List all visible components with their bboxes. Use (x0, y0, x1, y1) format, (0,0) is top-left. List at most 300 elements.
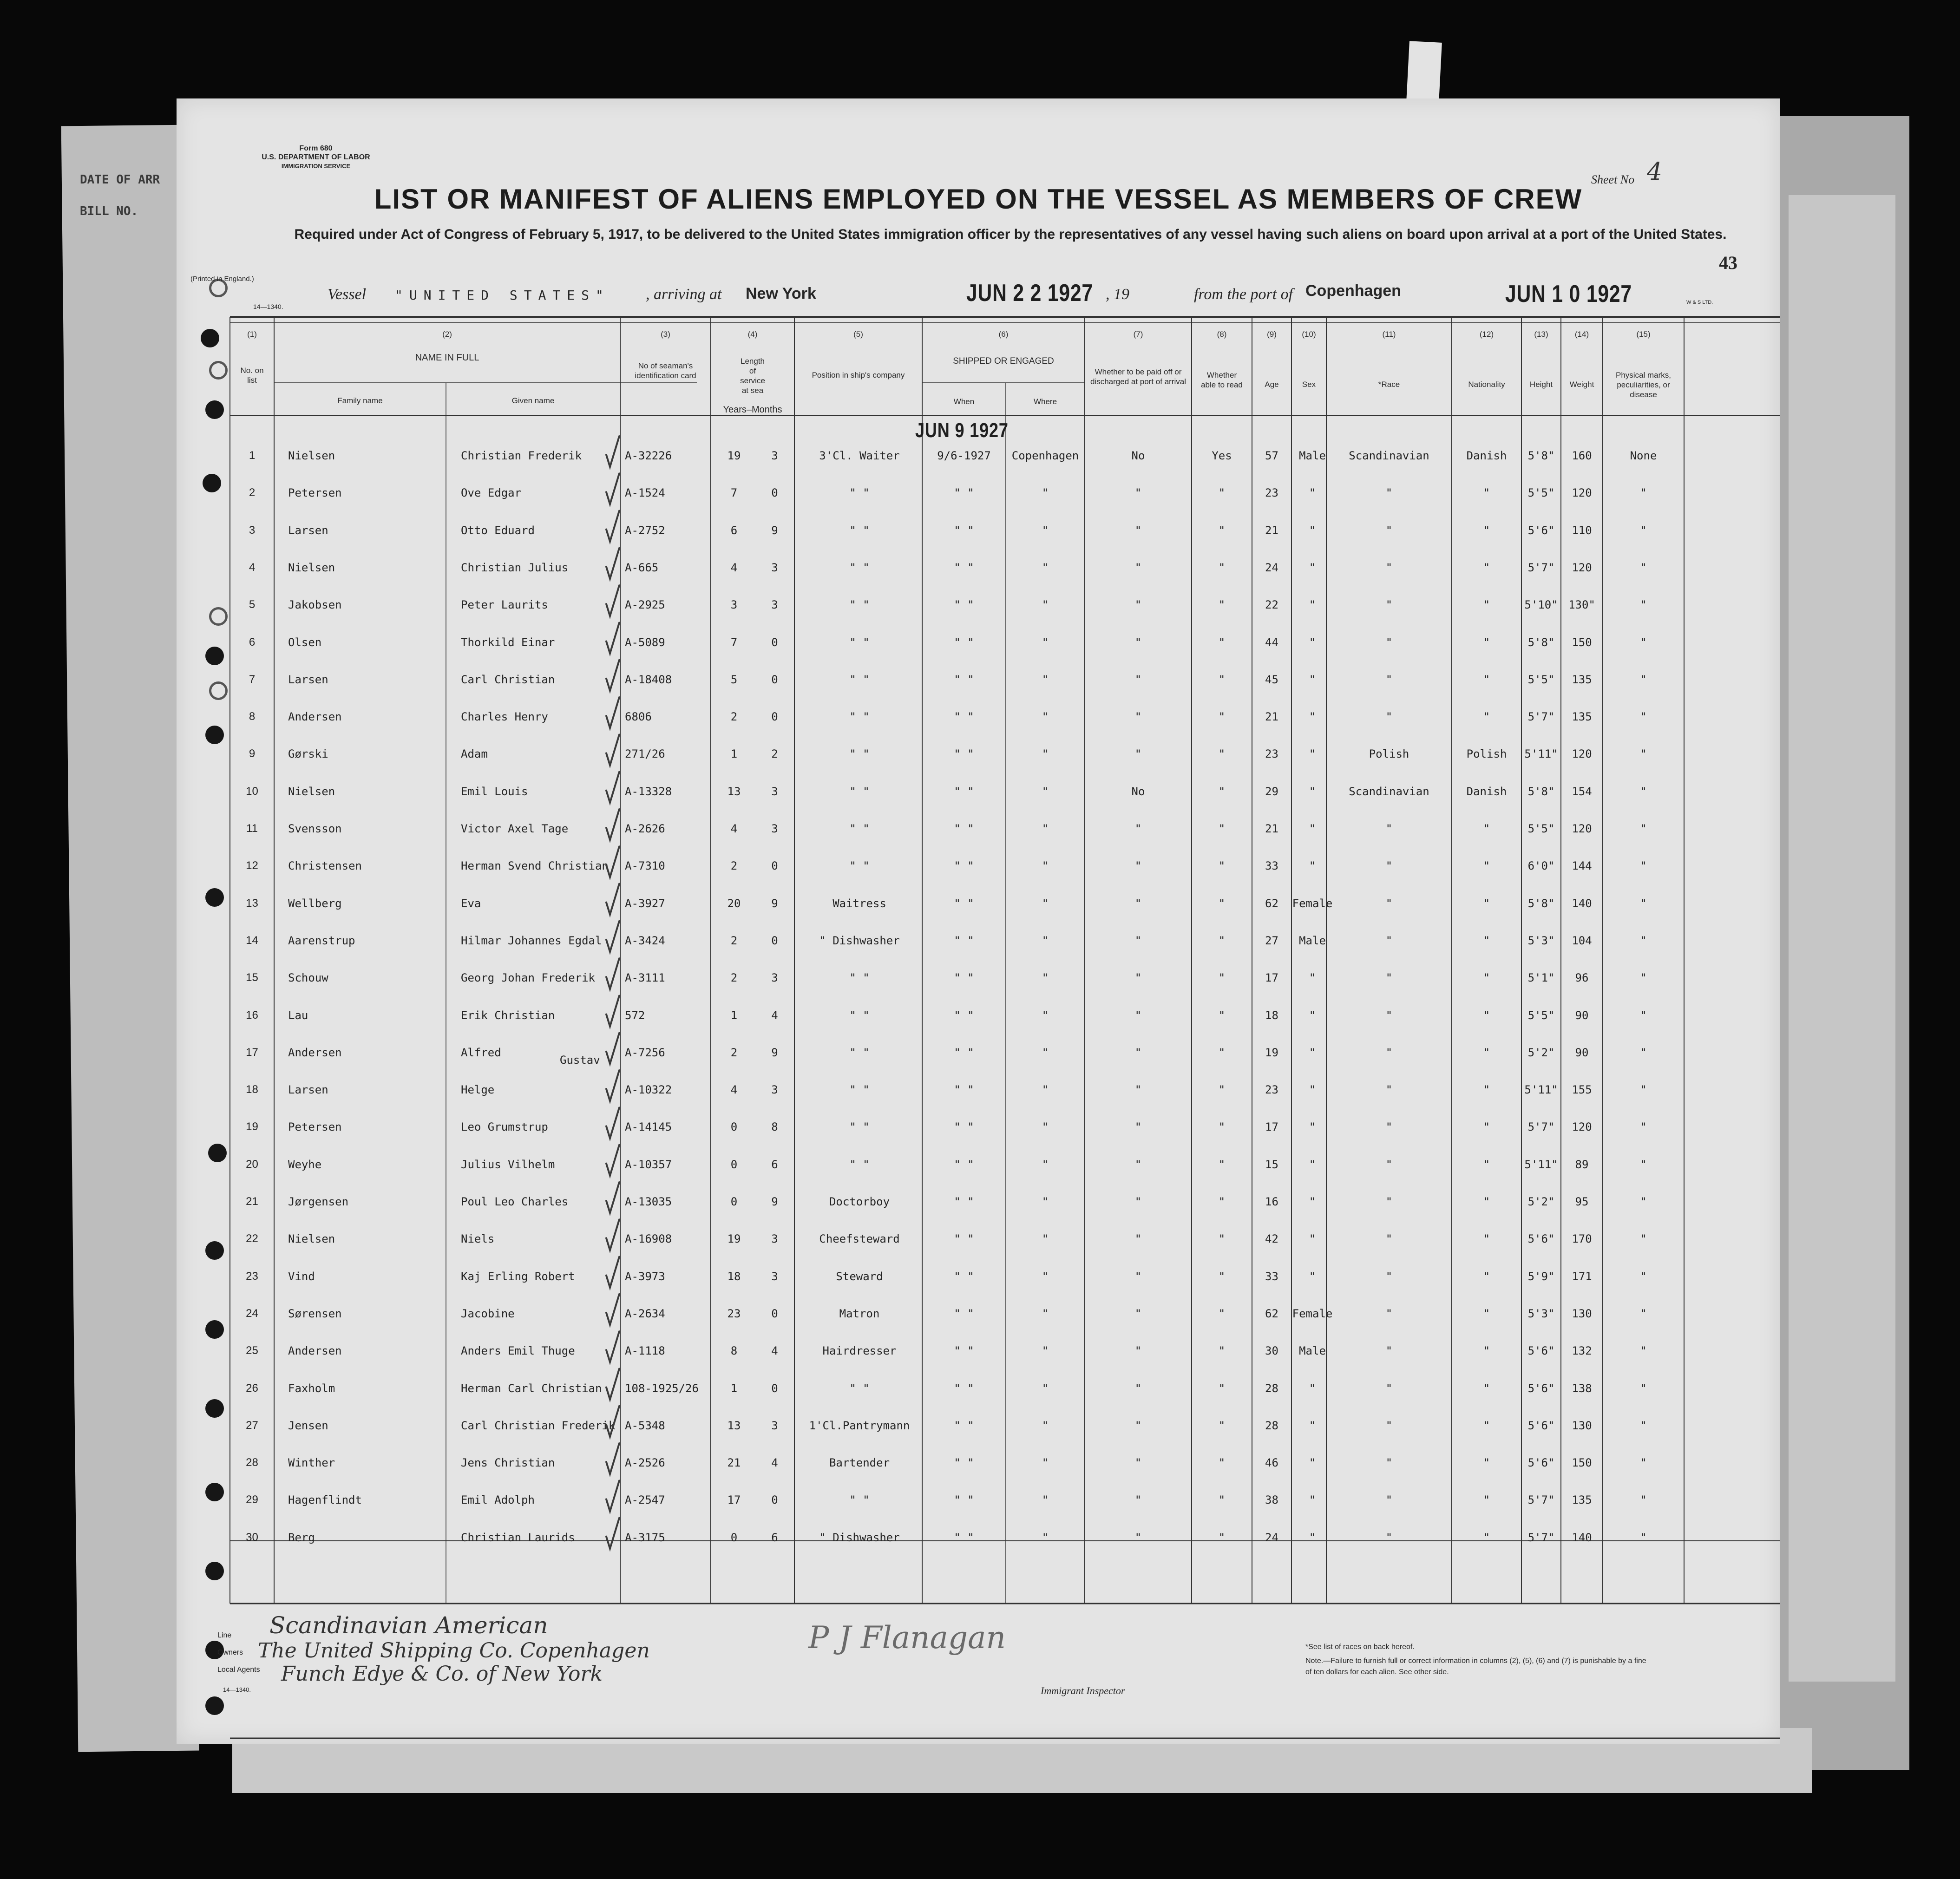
cell-age: 21 (1265, 710, 1278, 724)
cell-height: 5'7" (1527, 1120, 1555, 1134)
cell-paid: " (1134, 1232, 1142, 1246)
sheet-label: Sheet No (1591, 173, 1635, 186)
manifest-sheet (177, 98, 1780, 1744)
cell-no: 22 (246, 1232, 258, 1245)
cell-position: Steward (836, 1270, 883, 1283)
cell-read: " (1218, 1195, 1226, 1208)
cell-months: 0 (771, 859, 778, 873)
cell-position: " " (849, 635, 870, 649)
cell-position: Bartender (829, 1456, 890, 1470)
cell-no: 21 (246, 1195, 258, 1208)
cell-marks: " (1640, 1456, 1647, 1470)
cell-card: 271/26 (625, 747, 665, 761)
footer-agents-label: Local Agents (217, 1666, 260, 1674)
cell-paid: No (1131, 449, 1145, 462)
cell-weight: 95 (1575, 1195, 1589, 1208)
header-physical-marks: Physical marks, peculiarities, or disease (1615, 371, 1672, 399)
cell-paid: " (1134, 1158, 1142, 1171)
cell-height: 5'1" (1527, 971, 1555, 985)
cell-paid: " (1134, 1008, 1142, 1022)
cell-paid: " (1134, 1419, 1142, 1432)
cell-months: 0 (771, 1307, 778, 1320)
from-port-label: from the port of (1194, 286, 1293, 303)
cell-race: " (1385, 859, 1393, 873)
cell-paid: " (1134, 1493, 1142, 1507)
cell-read: " (1218, 486, 1226, 500)
cell-card: 572 (625, 1008, 645, 1022)
cell-family: Wellberg (288, 897, 342, 910)
header-paid-off: Whether to be paid off or discharged at port of arrival (1090, 367, 1186, 386)
cell-weight: 171 (1572, 1270, 1592, 1283)
cell-years: 3 (730, 598, 738, 612)
line-value: Scandinavian American (269, 1612, 548, 1639)
cell-given: Emil Louis (461, 785, 528, 798)
cell-given: Christian Laurids (461, 1531, 575, 1544)
cell-no: 7 (249, 673, 256, 686)
cell-where: " (1042, 598, 1049, 612)
printed-note: (Printed in England.) (190, 275, 254, 283)
cell-family: Petersen (288, 1120, 342, 1134)
cell-years: 0 (730, 1531, 738, 1544)
cell-when: " " (954, 1195, 974, 1208)
manifest-title: LIST OR MANIFEST OF ALIENS EMPLOYED ON THE VESSEL AS MEMBERS OF CREW (374, 183, 1583, 215)
cell-when: " " (954, 1046, 974, 1059)
cell-height: 5'6" (1527, 1419, 1555, 1432)
header-race: *Race (1378, 380, 1400, 389)
printer-code: W & S LTD. (1686, 300, 1713, 305)
cell-when: " " (954, 897, 974, 910)
cell-family: Larsen (288, 673, 328, 686)
cell-when: " " (954, 971, 974, 985)
cell-sex: " (1309, 971, 1316, 985)
cell-age: 30 (1265, 1344, 1278, 1358)
cell-where: " (1042, 1270, 1049, 1283)
header-height: Height (1529, 380, 1553, 389)
cell-marks: " (1640, 1195, 1647, 1208)
cell-marks: " (1640, 1008, 1647, 1022)
departure-date-stamp: JUN 1 0 1927 (1505, 281, 1632, 308)
col-num-5: (5) (853, 330, 863, 339)
cell-when: " " (954, 598, 974, 612)
cell-nationality: " (1483, 1419, 1490, 1432)
cell-height: 5'7" (1527, 1531, 1555, 1544)
cell-card: A-14145 (625, 1120, 672, 1134)
cell-card: A-2547 (625, 1493, 665, 1507)
col-num-10: (10) (1302, 330, 1316, 339)
cell-marks: " (1640, 598, 1647, 612)
header-shipped-or-engaged: SHIPPED OR ENGAGED (953, 356, 1054, 366)
cell-no: 23 (246, 1270, 258, 1283)
cell-weight: 170 (1572, 1232, 1592, 1246)
penalty-note: Note.—Failure to furnish full or correct information in columns (2), (5), (6) and (7) is punishable by a fine of ten dollars for each alien. See other side. (1305, 1657, 1646, 1676)
cell-sex: " (1309, 747, 1316, 761)
header-family-name: Family name (337, 396, 383, 405)
cell-paid: No (1131, 785, 1145, 798)
cell-position: Waitress (833, 897, 886, 910)
cell-marks: " (1640, 1493, 1647, 1507)
cell-race: " (1385, 934, 1393, 947)
cell-no: 10 (246, 785, 258, 798)
cell-race: " (1385, 635, 1393, 649)
cell-marks: " (1640, 747, 1647, 761)
cell-years: 5 (730, 673, 738, 686)
cell-nationality: " (1483, 1493, 1490, 1507)
cell-age: 23 (1265, 486, 1278, 500)
header-name-in-full: NAME IN FULL (415, 353, 479, 363)
cell-race: " (1385, 1120, 1393, 1134)
cell-given: Peter Laurits (461, 598, 548, 612)
cell-height: 5'9" (1527, 1270, 1555, 1283)
cell-family: Winther (288, 1456, 335, 1470)
print-code: 14—1340. (253, 303, 283, 310)
cell-read: " (1218, 822, 1226, 835)
cell-marks: " (1640, 1232, 1647, 1246)
cell-race: " (1385, 524, 1393, 537)
cell-card: A-32226 (625, 449, 672, 462)
cell-marks: " (1640, 1344, 1647, 1358)
cell-card: A-1524 (625, 486, 665, 500)
cell-where: " (1042, 1046, 1049, 1059)
cell-no: 2 (249, 486, 256, 499)
cell-family: Jakobsen (288, 598, 342, 612)
cell-age: 57 (1265, 449, 1278, 462)
cell-paid: " (1134, 934, 1142, 947)
cell-years: 0 (730, 1158, 738, 1171)
cell-months: 3 (771, 1270, 778, 1283)
cell-height: 5'6" (1527, 524, 1555, 537)
cell-family: Sørensen (288, 1307, 342, 1320)
cell-no: 20 (246, 1158, 258, 1171)
cell-given: Herman Carl Christian (461, 1381, 602, 1395)
cell-no: 3 (249, 524, 256, 537)
cell-read: " (1218, 561, 1226, 574)
cell-age: 62 (1265, 897, 1278, 910)
cell-card: A-3424 (625, 934, 665, 947)
cell-months: 8 (771, 1120, 778, 1134)
cell-sex: " (1309, 1381, 1316, 1395)
cell-family: Aarenstrup (288, 934, 355, 947)
manifest-subtitle: Required under Act of Congress of February 5, 1917, to be delivered to the United States immigration officer by the representatives of any vessel having such aliens on board upon arrival at a port of the United States. (294, 227, 1727, 242)
cell-where: " (1042, 710, 1049, 724)
header-position: Position in ship's company (812, 371, 905, 380)
cell-paid: " (1134, 1456, 1142, 1470)
cell-where: " (1042, 1381, 1049, 1395)
immigrant-inspector-label: Immigrant Inspector (1041, 1685, 1125, 1696)
cell-nationality: Danish (1466, 785, 1507, 798)
cell-sex: " (1309, 673, 1316, 686)
cell-race: Scandinavian (1349, 449, 1429, 462)
cell-position: " " (849, 1120, 870, 1134)
cell-height: 5'10" (1524, 598, 1558, 612)
header-shipped-when: When (953, 397, 975, 406)
header-age: Age (1265, 380, 1279, 389)
cell-paid: " (1134, 1046, 1142, 1059)
cell-card: A-18408 (625, 673, 672, 686)
cell-height: 5'6" (1527, 1344, 1555, 1358)
cell-marks: " (1640, 1083, 1647, 1097)
cell-no: 4 (249, 561, 256, 574)
cell-where: " (1042, 673, 1049, 686)
cell-years: 19 (727, 1232, 741, 1246)
cell-when: " " (954, 785, 974, 798)
cell-nationality: " (1483, 1195, 1490, 1208)
cell-race: " (1385, 1046, 1393, 1059)
cell-where: " (1042, 1195, 1049, 1208)
cell-months: 0 (771, 1381, 778, 1395)
cell-when: " " (954, 934, 974, 947)
col-num-11: (11) (1382, 330, 1396, 339)
cell-months: 9 (771, 524, 778, 537)
cell-height: 5'8" (1527, 785, 1555, 798)
cell-months: 4 (771, 1008, 778, 1022)
cell-where: " (1042, 1493, 1049, 1507)
cell-no: 30 (246, 1531, 258, 1544)
cell-family: Larsen (288, 524, 328, 537)
department-name: U.S. DEPARTMENT OF LABOR (262, 153, 370, 161)
cell-no: 12 (246, 859, 258, 872)
cell-weight: 150 (1572, 1456, 1592, 1470)
cell-years: 7 (730, 486, 738, 500)
header-nationality: Nationality (1468, 380, 1505, 389)
cell-paid: " (1134, 710, 1142, 724)
given-name-continuation: Gustav (560, 1054, 600, 1067)
cell-no: 6 (249, 635, 256, 648)
cell-position: " Dishwasher (819, 934, 900, 947)
cell-when: " " (954, 1344, 974, 1358)
cell-read: " (1218, 673, 1226, 686)
cell-nationality: " (1483, 934, 1490, 947)
cell-no: 25 (246, 1344, 258, 1357)
cell-when: " " (954, 1083, 974, 1097)
arriving-port: New York (746, 285, 816, 302)
cell-marks: " (1640, 1531, 1647, 1544)
cell-when: " " (954, 635, 974, 649)
cell-read: " (1218, 1270, 1226, 1283)
cell-read: " (1218, 1419, 1226, 1432)
cell-weight: 96 (1575, 971, 1589, 985)
cell-months: 0 (771, 486, 778, 500)
cell-given: Eva (461, 897, 481, 910)
cell-family: Olsen (288, 635, 322, 649)
cell-race: " (1385, 710, 1393, 724)
col-num-2: (2) (442, 330, 452, 339)
cell-paid: " (1134, 524, 1142, 537)
cell-read: " (1218, 859, 1226, 873)
cell-weight: 155 (1572, 1083, 1592, 1097)
sheet-number: 4 (1647, 158, 1663, 186)
cell-months: 9 (771, 1046, 778, 1059)
cell-position: Doctorboy (829, 1195, 890, 1208)
cell-age: 23 (1265, 1083, 1278, 1097)
cell-weight: 154 (1572, 785, 1592, 798)
cell-read: " (1218, 1158, 1226, 1171)
cell-years: 0 (730, 1195, 738, 1208)
cell-height: 5'5" (1527, 822, 1555, 835)
cell-sex: " (1309, 1083, 1316, 1097)
cell-nationality: " (1483, 1344, 1490, 1358)
cell-nationality: " (1483, 822, 1490, 835)
cell-months: 4 (771, 1456, 778, 1470)
cell-paid: " (1134, 1195, 1142, 1208)
cell-read: " (1218, 1008, 1226, 1022)
header-able-to-read: Whether able to read (1201, 371, 1243, 389)
cell-race: " (1385, 1419, 1393, 1432)
cell-where: Copenhagen (1011, 449, 1079, 462)
cell-card: A-2925 (625, 598, 665, 612)
cell-months: 0 (771, 710, 778, 724)
cell-nationality: " (1483, 1158, 1490, 1171)
cell-nationality: " (1483, 524, 1490, 537)
cell-given: Ove Edgar (461, 486, 522, 500)
col-num-4: (4) (747, 330, 758, 339)
cell-marks: " (1640, 1046, 1647, 1059)
cell-read: " (1218, 1083, 1226, 1097)
form-number: Form 680 (299, 144, 333, 152)
cell-weight: 160 (1572, 449, 1592, 462)
cell-read: " (1218, 897, 1226, 910)
cell-when: " " (954, 1270, 974, 1283)
cell-nationality: " (1483, 1381, 1490, 1395)
cell-card: A-16908 (625, 1232, 672, 1246)
cell-position: " " (849, 1083, 870, 1097)
cell-where: " (1042, 1456, 1049, 1470)
cell-weight: 120 (1572, 561, 1592, 574)
cell-read: " (1218, 1381, 1226, 1395)
cell-where: " (1042, 1531, 1049, 1544)
cell-given: Leo Grumstrup (461, 1120, 548, 1134)
cell-race: " (1385, 1307, 1393, 1320)
cell-read: " (1218, 1232, 1226, 1246)
cell-age: 17 (1265, 971, 1278, 985)
cell-no: 24 (246, 1307, 258, 1320)
cell-weight: 135 (1572, 710, 1592, 724)
cell-no: 9 (249, 747, 256, 760)
cell-paid: " (1134, 1531, 1142, 1544)
cell-marks: " (1640, 785, 1647, 798)
header-weight: Weight (1569, 380, 1594, 389)
cell-months: 9 (771, 1195, 778, 1208)
cell-age: 27 (1265, 934, 1278, 947)
cell-weight: 120 (1572, 822, 1592, 835)
cell-sex: " (1309, 1120, 1316, 1134)
cell-read: Yes (1212, 449, 1232, 462)
cell-read: " (1218, 934, 1226, 947)
cell-no: 17 (246, 1046, 258, 1059)
cell-sex: Female (1292, 897, 1333, 910)
cell-years: 2 (730, 859, 738, 873)
cell-race: " (1385, 598, 1393, 612)
arriving-label: , arriving at (646, 286, 722, 303)
cell-where: " (1042, 1120, 1049, 1134)
owners-value: The United Shipping Co. Copenhagen (258, 1639, 650, 1663)
cell-family: Schouw (288, 971, 328, 985)
cell-given: Carl Christian (461, 673, 555, 686)
cell-no: 26 (246, 1381, 258, 1395)
cell-given: Christian Frederik (461, 449, 582, 462)
col-num-14: (14) (1574, 330, 1589, 339)
col-num-15: (15) (1636, 330, 1651, 339)
cell-card: A-13328 (625, 785, 672, 798)
cell-years: 2 (730, 971, 738, 985)
cell-race: " (1385, 673, 1393, 686)
cell-weight: 120 (1572, 747, 1592, 761)
footer-line-label: Line (217, 1631, 232, 1639)
cell-family: Hagenflindt (288, 1493, 362, 1507)
cell-sex: " (1309, 1270, 1316, 1283)
cell-weight: 150 (1572, 635, 1592, 649)
cell-family: Faxholm (288, 1381, 335, 1395)
cell-sex: " (1309, 1008, 1316, 1022)
cell-race: " (1385, 1344, 1393, 1358)
cell-family: Nielsen (288, 561, 335, 574)
cell-nationality: " (1483, 1456, 1490, 1470)
cell-given: Poul Leo Charles (461, 1195, 569, 1208)
edge-label-bill: BILL NO. (80, 204, 138, 218)
cell-nationality: Polish (1466, 747, 1507, 761)
cell-read: " (1218, 635, 1226, 649)
cell-years: 18 (727, 1270, 741, 1283)
cell-position: 3'Cl. Waiter (819, 449, 900, 462)
cell-age: 45 (1265, 673, 1278, 686)
cell-months: 6 (771, 1531, 778, 1544)
cell-weight: 130 (1572, 1307, 1592, 1320)
cell-read: " (1218, 971, 1226, 985)
header-seaman-card: No of seaman's identification card (635, 361, 696, 380)
cell-when: " " (954, 673, 974, 686)
cell-height: 5'11" (1524, 747, 1558, 761)
cell-months: 6 (771, 1158, 778, 1171)
cell-weight: 90 (1575, 1008, 1589, 1022)
cell-weight: 89 (1575, 1158, 1589, 1171)
cell-where: " (1042, 822, 1049, 835)
cell-years: 21 (727, 1456, 741, 1470)
cell-when: " " (954, 710, 974, 724)
cell-months: 0 (771, 635, 778, 649)
cell-where: " (1042, 859, 1049, 873)
cell-family: Berg (288, 1531, 315, 1544)
cell-marks: " (1640, 1307, 1647, 1320)
cell-months: 3 (771, 1419, 778, 1432)
cell-read: " (1218, 1531, 1226, 1544)
cell-years: 2 (730, 1046, 738, 1059)
cell-no: 18 (246, 1083, 258, 1096)
cell-card: A-2752 (625, 524, 665, 537)
cell-family: Jørgensen (288, 1195, 349, 1208)
cell-height: 5'5" (1527, 486, 1555, 500)
cell-family: Nielsen (288, 1232, 335, 1246)
cell-position: " " (849, 1493, 870, 1507)
cell-age: 24 (1265, 1531, 1278, 1544)
cell-age: 42 (1265, 1232, 1278, 1246)
cell-read: " (1218, 1120, 1226, 1134)
cell-marks: " (1640, 822, 1647, 835)
cell-family: Andersen (288, 1046, 342, 1059)
cell-no: 27 (246, 1419, 258, 1432)
cell-read: " (1218, 1307, 1226, 1320)
cell-years: 0 (730, 1120, 738, 1134)
cell-race: " (1385, 1008, 1393, 1022)
cell-given: Erik Christian (461, 1008, 555, 1022)
cell-given: Victor Axel Tage (461, 822, 569, 835)
cell-position: " " (849, 1008, 870, 1022)
cell-sex: " (1309, 822, 1316, 835)
cell-family: Larsen (288, 1083, 328, 1097)
header-length-of-service: Length of service at sea (740, 357, 765, 395)
cell-where: " (1042, 635, 1049, 649)
cell-position: " " (849, 486, 870, 500)
cell-position: " " (849, 785, 870, 798)
header-sex: Sex (1302, 380, 1316, 389)
